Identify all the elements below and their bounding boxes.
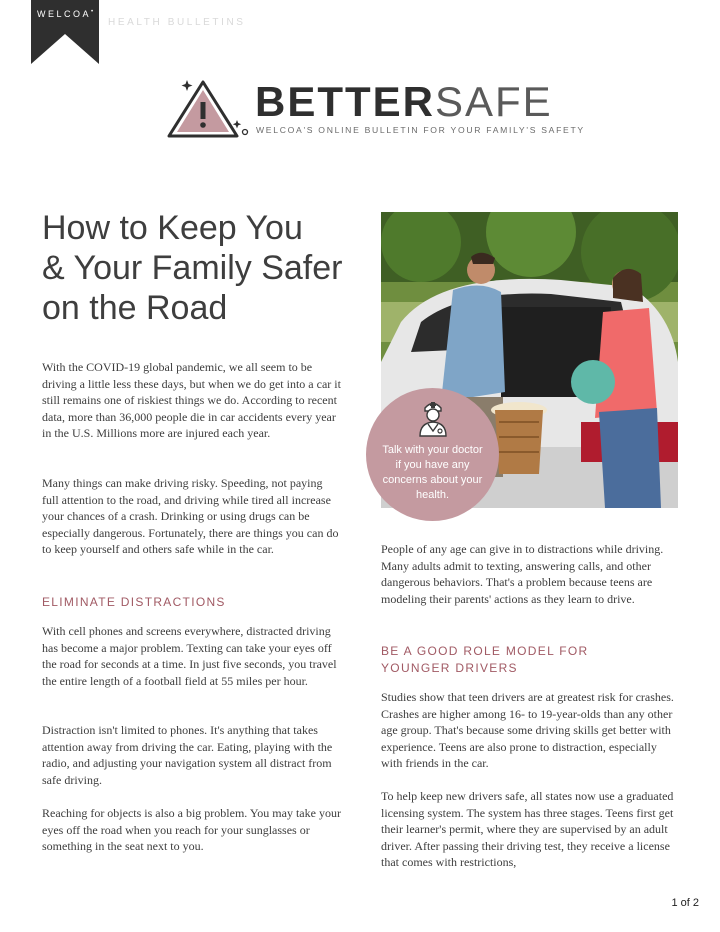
bettersafe-wordmark <box>255 80 553 124</box>
body-paragraph: With cell phones and screens everywhere, distracted driving has become a major problem. Texting can take your eyes off the road for seconds at a time. In just five seconds, you travel the entire length of a football field at 55 miles per hour. <box>42 624 337 688</box>
masthead-tagline: WELCOA'S ONLINE BULLETIN FOR YOUR FAMILY'S SAFETY <box>256 125 585 135</box>
body-paragraph: People of any age can give in to distractions while driving. Many adults admit to texting, answering calls, and other dangerous behaviors. That's a problem because teens are modeling their parents' actions as they learn to drive. <box>381 542 664 606</box>
body-paragraph: Reaching for objects is also a big problem. You may take your eyes off the road when you reach for your sunglasses or something in the seat next to you. <box>42 806 341 853</box>
doctor-icon <box>416 398 450 438</box>
warning-triangle-icon <box>165 76 249 142</box>
doctor-callout <box>366 388 499 521</box>
wordmark-light: SAFE <box>435 78 553 125</box>
body-paragraph: Distraction isn't limited to phones. It's anything that takes attention away from driving the car. Eating, playing with the radio, and adjusting your navigation system all distract from safe driving. <box>42 723 333 787</box>
intro-paragraph: With the COVID-19 global pandemic, we all seem to be driving a little less these days, but when we do get into a car it still remains one of riskiest things we do. According to recent data, more than 36,000 people die in car accidents every year in the U.S. Millions more are injured each year. <box>42 360 341 440</box>
article-title <box>42 208 362 328</box>
page-number: 1 of 2 <box>671 897 699 909</box>
body-paragraph: To help keep new drivers safe, all states now use a graduated licensing system. The system has three stages. Teens first get their learner's permit, where they are supervised by an adult driver. After passing their driving test, they receive a license that comes with restrictions, <box>381 789 674 869</box>
callout-text: Talk with your doctor if you have any concerns about your health. <box>382 444 483 501</box>
heading-line: BE A GOOD ROLE MODEL FOR <box>381 644 589 658</box>
body-paragraph: Studies show that teen drivers are at greatest risk for crashes. Crashes are higher among 16- to 19-year-olds than any other age group. That's because some driving skills get better with experience. Teens are also prone to distraction, especially with friends in the car. <box>381 690 674 770</box>
section-heading <box>381 643 588 677</box>
section-heading: ELIMINATE DISTRACTIONS <box>42 595 226 609</box>
title-line: on the Road <box>42 289 228 327</box>
wordmark-bold: BETTER <box>255 78 435 125</box>
title-line: & Your Family Safer <box>42 249 343 287</box>
heading-line: YOUNGER DRIVERS <box>381 661 518 675</box>
brand-mark: • <box>91 9 96 15</box>
brand-label: WELCOA• <box>37 9 96 19</box>
intro-paragraph: Many things can make driving risky. Speeding, not paying full attention to the road, and driving while tired all increase your chances of a crash. Drinking or using drugs can be especially dangerous. Fortunately, there are things you can do to keep yourself and others safe while in the car. <box>42 476 339 556</box>
masthead <box>165 76 585 146</box>
section-label: HEALTH BULLETINS <box>108 17 246 28</box>
title-line: How to Keep You <box>42 209 303 247</box>
